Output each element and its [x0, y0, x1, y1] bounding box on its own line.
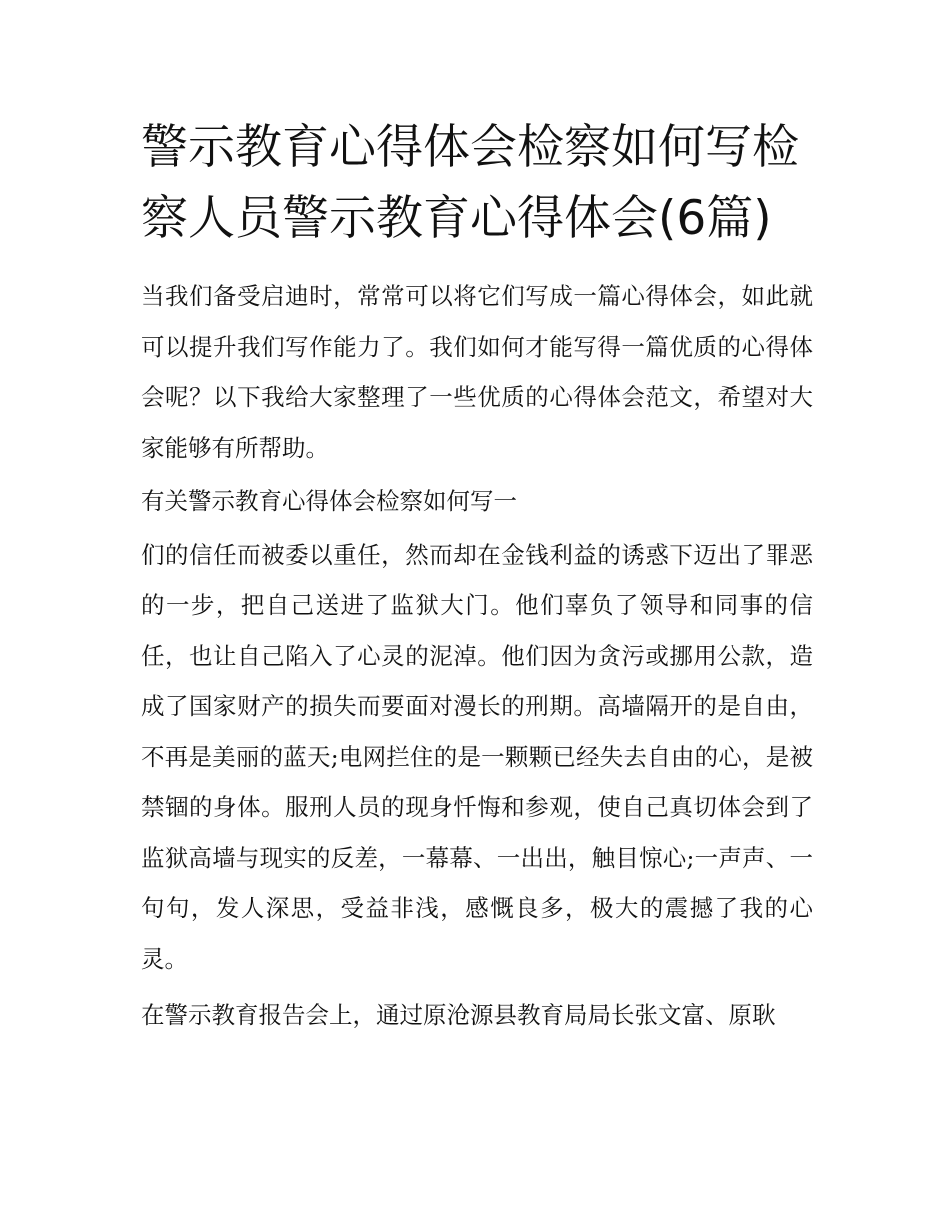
body-paragraph-1: 们的信任而被委以重任，然而却在金钱利益的诱惑下迈出了罪恶的一步，把自己送进了监狱大门。他们辜负了领导和同事的信任，也让自己陷入了心灵的泥淖。他们因为贪污或挪用公款，造成了国家财产的损失而要面对漫长的刑期。高墙隔开的是自由，不再是美丽的蓝天;电网拦住的是一颗颗已经失去自由的心，是被禁锢的身体。服刑人员的现身忏悔和参观，使自己真切体会到了监狱高墙与现实的反差，一幕幕、一出出，触目惊心;一声声、一句句，发人深思，受益非浅，感慨良多，极大的震撼了我的心灵。 [141, 540, 813, 973]
document-title: 警示教育心得体会检察如何写检察人员警示教育心得体会(6篇) [141, 120, 799, 246]
section-heading: 有关警示教育心得体会检察如何写一 [141, 487, 517, 515]
body-paragraph-2: 在警示教育报告会上，通过原沧源县教育局局长张文富、原耿 [141, 1001, 776, 1029]
intro-paragraph: 当我们备受启迪时，常常可以将它们写成一篇心得体会，如此就可以提升我们写作能力了。我们如何才能写得一篇优质的心得体会呢？以下我给大家整理了一些优质的心得体会范文，希望对大家能够有所帮助。 [141, 282, 813, 462]
document-content [141, 112, 813, 1041]
